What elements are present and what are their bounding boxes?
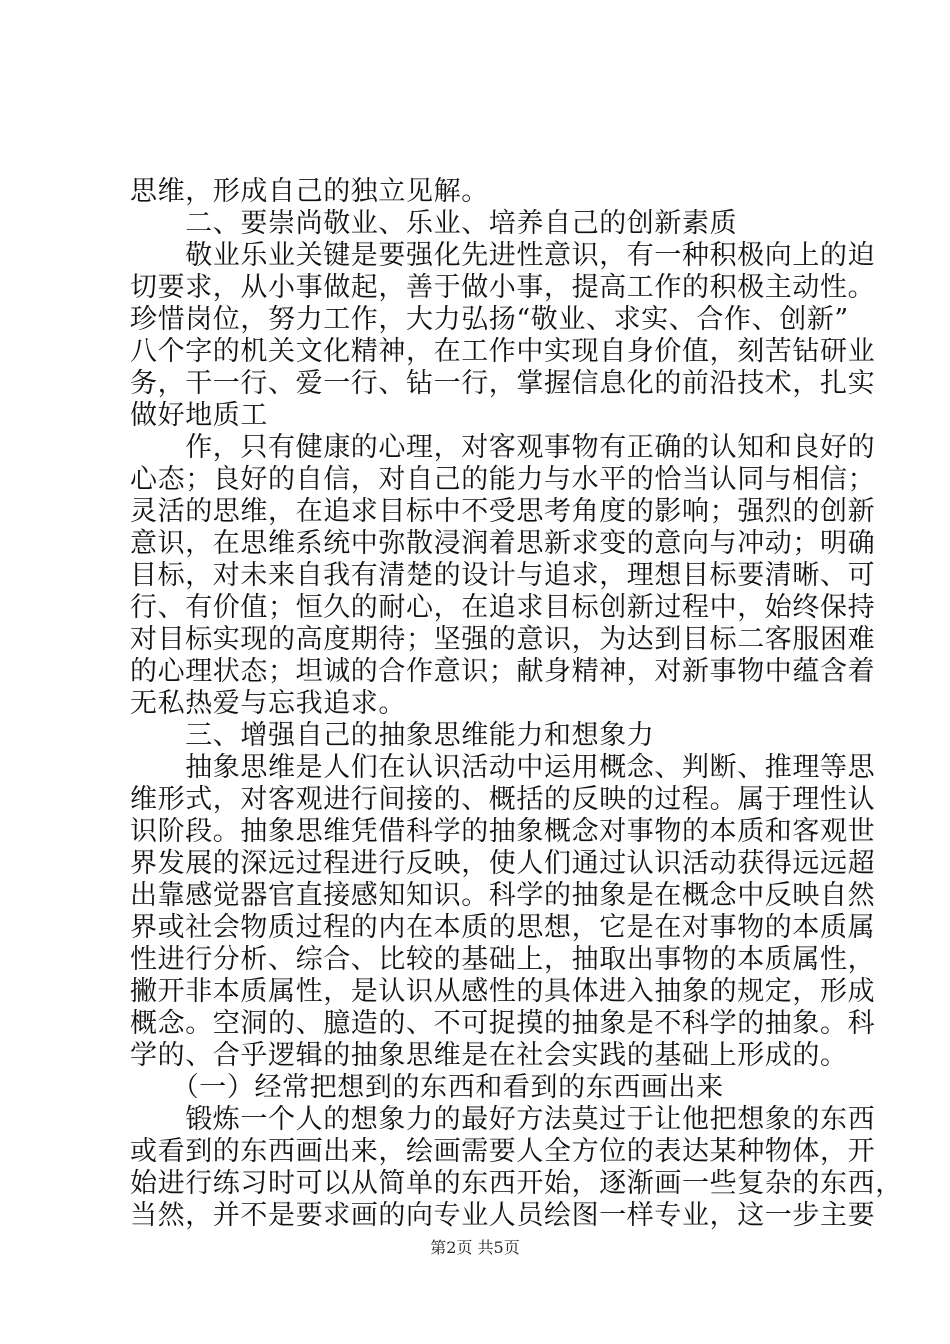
text-line: 对目标实现的高度期待；坚强的意识，为达到目标二客服困难 bbox=[130, 624, 876, 655]
text-line: 当然，并不是要求画的向专业人员绘图一样专业，这一步主要 bbox=[130, 1200, 876, 1231]
text-line: 作，只有健康的心理，对客观事物有正确的认知和良好的 bbox=[130, 432, 876, 463]
text-line: 行、有价值；恒久的耐心，在追求目标创新过程中，始终保持 bbox=[130, 592, 876, 623]
text-line: 做好地质工 bbox=[130, 400, 268, 431]
text-line: 的心理状态；坦诚的合作意识；献身精神，对新事物中蕴含着 bbox=[130, 656, 876, 687]
subsection-heading-1: （一）经常把想到的东西和看到的东西画出来 bbox=[130, 1072, 724, 1103]
text-line: 珍惜岗位，努力工作，大力弘扬“敬业、求实、合作、创新” bbox=[130, 304, 849, 335]
text-line: 锻炼一个人的想象力的最好方法莫过于让他把想象的东西 bbox=[130, 1104, 876, 1135]
text-line: 界发展的深远过程进行反映，使人们通过认识活动获得远远超 bbox=[130, 848, 876, 879]
text-line: 灵活的思维，在追求目标中不受思考角度的影响；强烈的创新 bbox=[130, 496, 876, 527]
section-heading-3: 三、增强自己的抽象思维能力和想象力 bbox=[130, 720, 655, 751]
page-footer: 第2页 共5页 bbox=[430, 1238, 520, 1257]
section-heading-2: 二、要崇尚敬业、乐业、培养自己的创新素质 bbox=[130, 208, 738, 239]
text-line: 学的、合乎逻辑的抽象思维是在社会实践的基础上形成的。 bbox=[130, 1040, 848, 1071]
text-line: 务，干一行、爱一行、钻一行，掌握信息化的前沿技术，扎实 bbox=[130, 368, 876, 399]
text-line: 出靠感觉器官直接感知知识。科学的抽象是在概念中反映自然 bbox=[130, 880, 876, 911]
text-line: 界或社会物质过程的内在本质的思想，它是在对事物的本质属 bbox=[130, 912, 876, 943]
text-line: 意识，在思维系统中弥散浸润着思新求变的意向与冲动；明确 bbox=[130, 528, 876, 559]
text-line: 性进行分析、综合、比较的基础上，抽取出事物的本质属性， bbox=[130, 944, 876, 975]
text-line: 始进行练习时可以从简单的东西开始，逐渐画一些复杂的东西， bbox=[130, 1168, 903, 1199]
text-line: 抽象思维是人们在认识活动中运用概念、判断、推理等思 bbox=[130, 752, 876, 783]
text-line: 概念。空洞的、臆造的、不可捉摸的抽象是不科学的抽象。科 bbox=[130, 1008, 876, 1039]
text-line: 敬业乐业关键是要强化先进性意识，有一种积极向上的迫 bbox=[130, 240, 876, 271]
text-line: 维形式，对客观进行间接的、概括的反映的过程。属于理性认 bbox=[130, 784, 876, 815]
text-line: 思维，形成自己的独立见解。 bbox=[130, 176, 489, 207]
text-line: 八个字的机关文化精神，在工作中实现自身价值，刻苦钻研业 bbox=[130, 336, 876, 367]
text-line: 心态；良好的自信，对自己的能力与水平的恰当认同与相信； bbox=[130, 464, 876, 495]
text-line: 或看到的东西画出来，绘画需要人全方位的表达某种物体，开 bbox=[130, 1136, 876, 1167]
text-line: 撇开非本质属性，是认识从感性的具体进入抽象的规定，形成 bbox=[130, 976, 876, 1007]
text-line: 无私热爱与忘我追求。 bbox=[130, 688, 406, 719]
text-line: 识阶段。抽象思维凭借科学的抽象概念对事物的本质和客观世 bbox=[130, 816, 876, 847]
text-line: 切要求，从小事做起，善于做小事，提高工作的积极主动性。 bbox=[130, 272, 876, 303]
text-line: 目标，对未来自我有清楚的设计与追求，理想目标要清晰、可 bbox=[130, 560, 876, 591]
